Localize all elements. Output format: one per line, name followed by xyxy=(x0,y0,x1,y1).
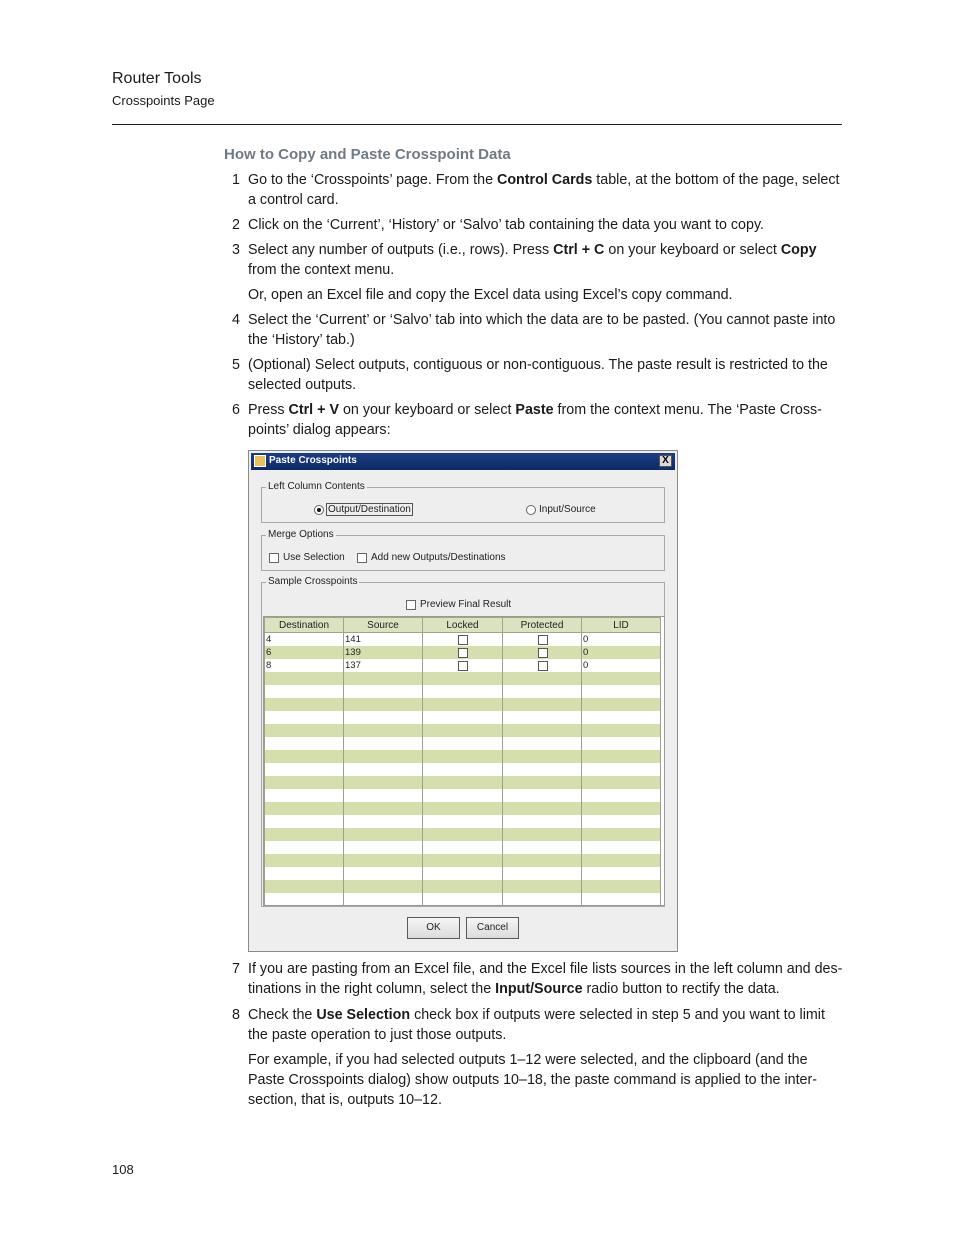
lid-cell[interactable]: 0 xyxy=(582,633,661,647)
group-label: Left Column Contents xyxy=(268,481,365,492)
step-number: 7 xyxy=(232,961,240,977)
running-header-title: Router Tools xyxy=(112,70,202,87)
step-number: 8 xyxy=(232,1007,240,1023)
empty-table-row[interactable] xyxy=(265,685,661,698)
input-source-label[interactable]: Input/Source xyxy=(539,504,596,515)
empty-table-row[interactable] xyxy=(265,711,661,724)
empty-table-row[interactable] xyxy=(265,776,661,789)
use-selection-checkbox[interactable] xyxy=(269,553,279,563)
step-number: 1 xyxy=(232,172,240,188)
empty-table-row[interactable] xyxy=(265,672,661,685)
running-header-subtitle: Crosspoints Page xyxy=(112,93,215,108)
crosspoints-table[interactable] xyxy=(263,616,665,906)
step-5 xyxy=(232,355,844,395)
group-label: Sample Crosspoints xyxy=(268,576,358,587)
dialog-title: Paste Crosspoints xyxy=(269,455,357,466)
locked-checkbox[interactable] xyxy=(458,635,468,645)
protected-checkbox[interactable] xyxy=(538,661,548,671)
column-header-source[interactable]: Source xyxy=(344,618,423,633)
dialog-titlebar[interactable] xyxy=(251,453,675,470)
locked-cell[interactable] xyxy=(423,646,503,659)
source-cell[interactable]: 137 xyxy=(344,659,423,672)
protected-checkbox[interactable] xyxy=(538,648,548,658)
lid-cell[interactable]: 0 xyxy=(582,646,661,659)
step-7 xyxy=(232,959,844,999)
use-selection-label[interactable]: Use Selection xyxy=(283,552,345,563)
empty-table-row[interactable] xyxy=(265,815,661,828)
empty-table-row[interactable] xyxy=(265,789,661,802)
step-number: 6 xyxy=(232,402,240,418)
step-text: Check the Use Selection check box if outputs were selected in step 5 and you want to limit the paste operation to just those outputs. xyxy=(248,1007,825,1043)
protected-checkbox[interactable] xyxy=(538,635,548,645)
table-row[interactable] xyxy=(265,659,661,672)
lid-cell[interactable]: 0 xyxy=(582,659,661,672)
close-icon[interactable]: X xyxy=(659,455,672,467)
column-header-destination[interactable]: Destination xyxy=(265,618,344,633)
step-3-note: Or, open an Excel file and copy the Excel data using Excel’s copy command. xyxy=(248,287,733,303)
step-8 xyxy=(232,1005,844,1045)
protected-cell[interactable] xyxy=(503,659,582,672)
step-number: 5 xyxy=(232,357,240,373)
empty-table-row[interactable] xyxy=(265,880,661,893)
column-header-locked[interactable]: Locked xyxy=(423,618,503,633)
empty-table-row[interactable] xyxy=(265,828,661,841)
table-row[interactable] xyxy=(265,633,661,647)
empty-table-row[interactable] xyxy=(265,802,661,815)
step-8-note: For example, if you had selected outputs 1–12 were selected, and the clipboard (and the Paste Crosspoints dialog) show outputs 10–18, the paste command is applied to the inter-section, that is, outputs 10–12. xyxy=(248,1052,818,1108)
step-text: Select any number of outputs (i.e., rows). Press Ctrl + C on your keyboard or select Copy from the context menu. xyxy=(248,242,817,278)
step-number: 2 xyxy=(232,217,240,233)
step-text: Press Ctrl + V on your keyboard or select Paste from the context menu. The ‘Paste Cross-points’ dialog appears: xyxy=(248,402,822,438)
output-destination-radio[interactable] xyxy=(314,505,324,515)
protected-cell[interactable] xyxy=(503,646,582,659)
ok-button[interactable]: OK xyxy=(407,917,460,939)
empty-table-row[interactable] xyxy=(265,854,661,867)
step-2 xyxy=(232,215,844,235)
step-1 xyxy=(232,170,844,210)
locked-cell[interactable] xyxy=(423,633,503,647)
preview-final-result-label[interactable]: Preview Final Result xyxy=(420,599,512,610)
empty-table-row[interactable] xyxy=(265,698,661,711)
empty-table-row[interactable] xyxy=(265,724,661,737)
preview-final-result-checkbox[interactable] xyxy=(406,600,416,610)
empty-table-row[interactable] xyxy=(265,737,661,750)
paste-crosspoints-dialog xyxy=(248,450,678,952)
source-cell[interactable]: 139 xyxy=(344,646,423,659)
header-divider xyxy=(112,124,842,125)
empty-table-row[interactable] xyxy=(265,750,661,763)
step-text: (Optional) Select outputs, contiguous or non-contiguous. The paste result is restricted to the selected outputs. xyxy=(248,357,828,393)
source-cell[interactable]: 141 xyxy=(344,633,423,647)
input-source-radio[interactable] xyxy=(526,505,536,515)
locked-checkbox[interactable] xyxy=(458,648,468,658)
column-header-protected[interactable]: Protected xyxy=(503,618,582,633)
destination-cell[interactable]: 6 xyxy=(265,646,344,659)
empty-table-row[interactable] xyxy=(265,893,661,906)
section-title: How to Copy and Paste Crosspoint Data xyxy=(224,146,511,163)
empty-table-row[interactable] xyxy=(265,763,661,776)
step-3 xyxy=(232,240,844,280)
left-column-contents-group xyxy=(261,481,665,523)
step-number: 3 xyxy=(232,242,240,258)
step-text: Go to the ‘Crosspoints’ page. From the Control Cards table, at the bottom of the page, select a control card. xyxy=(248,172,840,208)
table-row[interactable] xyxy=(265,646,661,659)
merge-options-group xyxy=(261,529,665,571)
destination-cell[interactable]: 4 xyxy=(265,633,344,647)
destination-cell[interactable]: 8 xyxy=(265,659,344,672)
output-destination-label[interactable]: Output/Destination xyxy=(328,504,411,515)
step-text: If you are pasting from an Excel file, and the Excel file lists sources in the left column and des-tinations in the right column, select the Input/Source radio button to rectify the data. xyxy=(248,961,843,997)
step-4 xyxy=(232,310,844,350)
step-text: Select the ‘Current’ or ‘Salvo’ tab into which the data are to be pasted. (You cannot paste into the ‘History’ tab.) xyxy=(248,312,836,348)
add-new-outputs-checkbox[interactable] xyxy=(357,553,367,563)
locked-cell[interactable] xyxy=(423,659,503,672)
step-text: Click on the ‘Current’, ‘History’ or ‘Salvo’ tab containing the data you want to copy. xyxy=(248,217,764,233)
locked-checkbox[interactable] xyxy=(458,661,468,671)
column-header-lid[interactable]: LID xyxy=(582,618,661,633)
app-icon xyxy=(254,455,266,467)
page-number: 108 xyxy=(112,1162,134,1177)
empty-table-row[interactable] xyxy=(265,867,661,880)
step-number: 4 xyxy=(232,312,240,328)
cancel-button[interactable]: Cancel xyxy=(466,917,519,939)
add-new-outputs-label[interactable]: Add new Outputs/Destinations xyxy=(371,552,506,563)
step-6 xyxy=(232,400,844,440)
empty-table-row[interactable] xyxy=(265,841,661,854)
table-header-row xyxy=(265,618,661,633)
protected-cell[interactable] xyxy=(503,633,582,647)
group-label: Merge Options xyxy=(268,529,334,540)
